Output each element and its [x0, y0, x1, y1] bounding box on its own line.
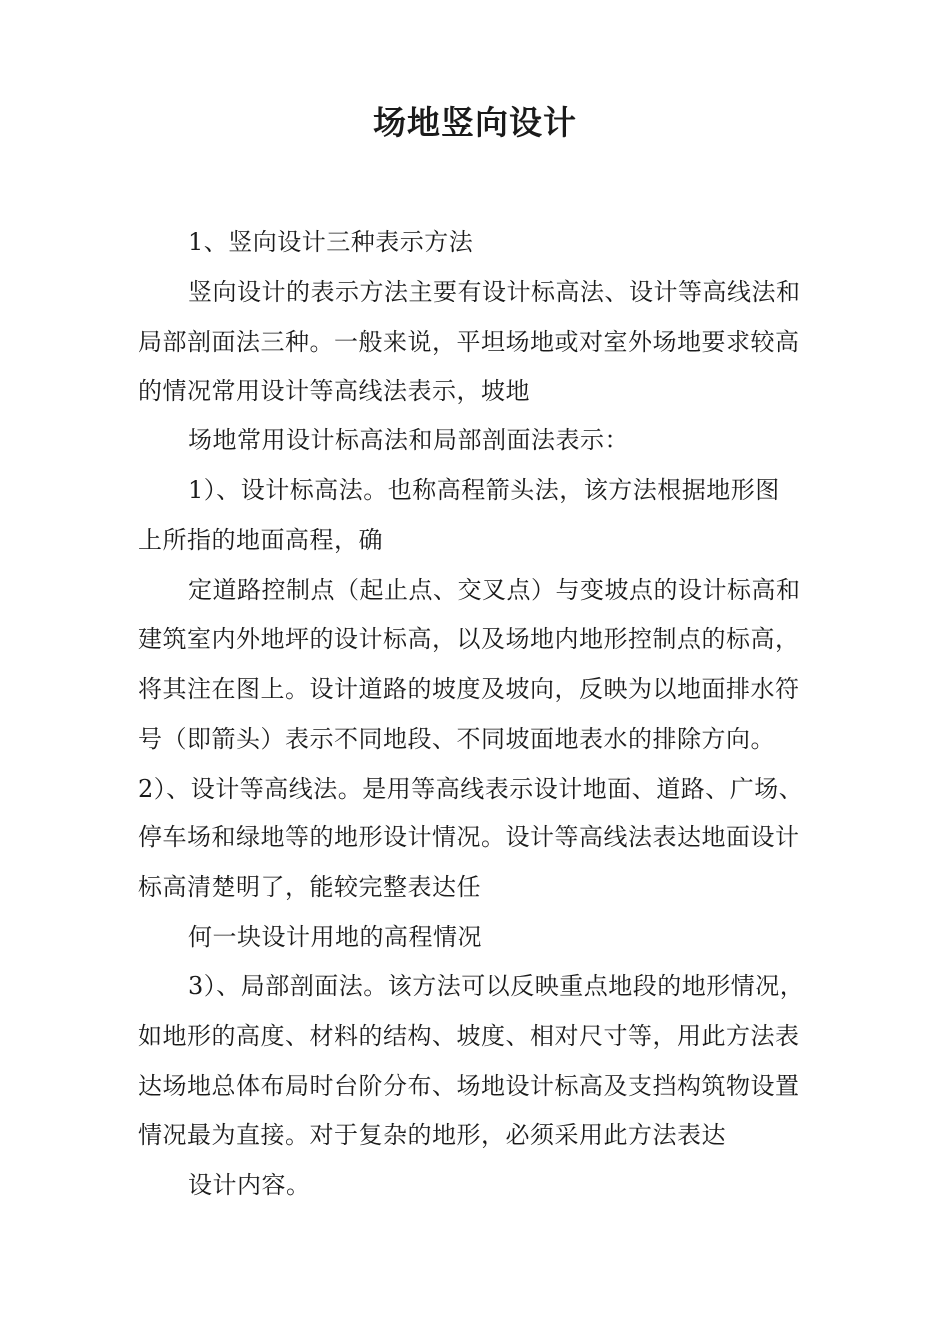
- paragraph-line: 竖向设计的表示方法主要有设计标高法、设计等高线法和: [188, 278, 801, 306]
- paragraph-line: 设计内容。: [188, 1171, 311, 1199]
- paragraph-line: 号（即箭头）表示不同地段、不同坡面地表水的排除方向。: [138, 725, 775, 753]
- paragraph-line: 3）、局部剖面法。该方法可以反映重点地段的地形情况，: [188, 972, 805, 1000]
- section-heading: 1、竖向设计三种表示方法: [188, 228, 474, 256]
- paragraph-line: 定道路控制点（起止点、交叉点）与变坡点的设计标高和: [188, 576, 801, 604]
- paragraph-line: 停车场和绿地等的地形设计情况。设计等高线法表达地面设计: [138, 823, 800, 851]
- paragraph-line: 的情况常用设计等高线法表示，坡地: [138, 377, 530, 405]
- paragraph-line: 局部剖面法三种。一般来说，平坦场地或对室外场地要求较高: [138, 328, 800, 356]
- paragraph-line: 将其注在图上。设计道路的坡度及坡向，反映为以地面排水符: [138, 675, 800, 703]
- paragraph-line: 如地形的高度、材料的结构、坡度、相对尺寸等，用此方法表: [138, 1022, 800, 1050]
- paragraph-line: 1）、设计标高法。也称高程箭头法，该方法根据地形图: [188, 476, 780, 504]
- paragraph-line: 何一块设计用地的高程情况: [188, 923, 482, 951]
- paragraph-line: 情况最为直接。对于复杂的地形，必须采用此方法表达: [138, 1121, 726, 1149]
- paragraph-line: 2）、设计等高线法。是用等高线表示设计地面、道路、广场、: [138, 775, 804, 803]
- paragraph-line: 场地常用设计标高法和局部剖面法表示：: [188, 426, 629, 454]
- paragraph-line: 标高清楚明了，能较完整表达任: [138, 873, 481, 901]
- paragraph-line: 上所指的地面高程，确: [138, 526, 383, 554]
- page-title: 场地竖向设计: [373, 103, 577, 142]
- paragraph-line: 达场地总体布局时台阶分布、场地设计标高及支挡构筑物设置: [138, 1072, 800, 1100]
- paragraph-line: 建筑室内外地坪的设计标高，以及场地内地形控制点的标高，: [138, 625, 800, 653]
